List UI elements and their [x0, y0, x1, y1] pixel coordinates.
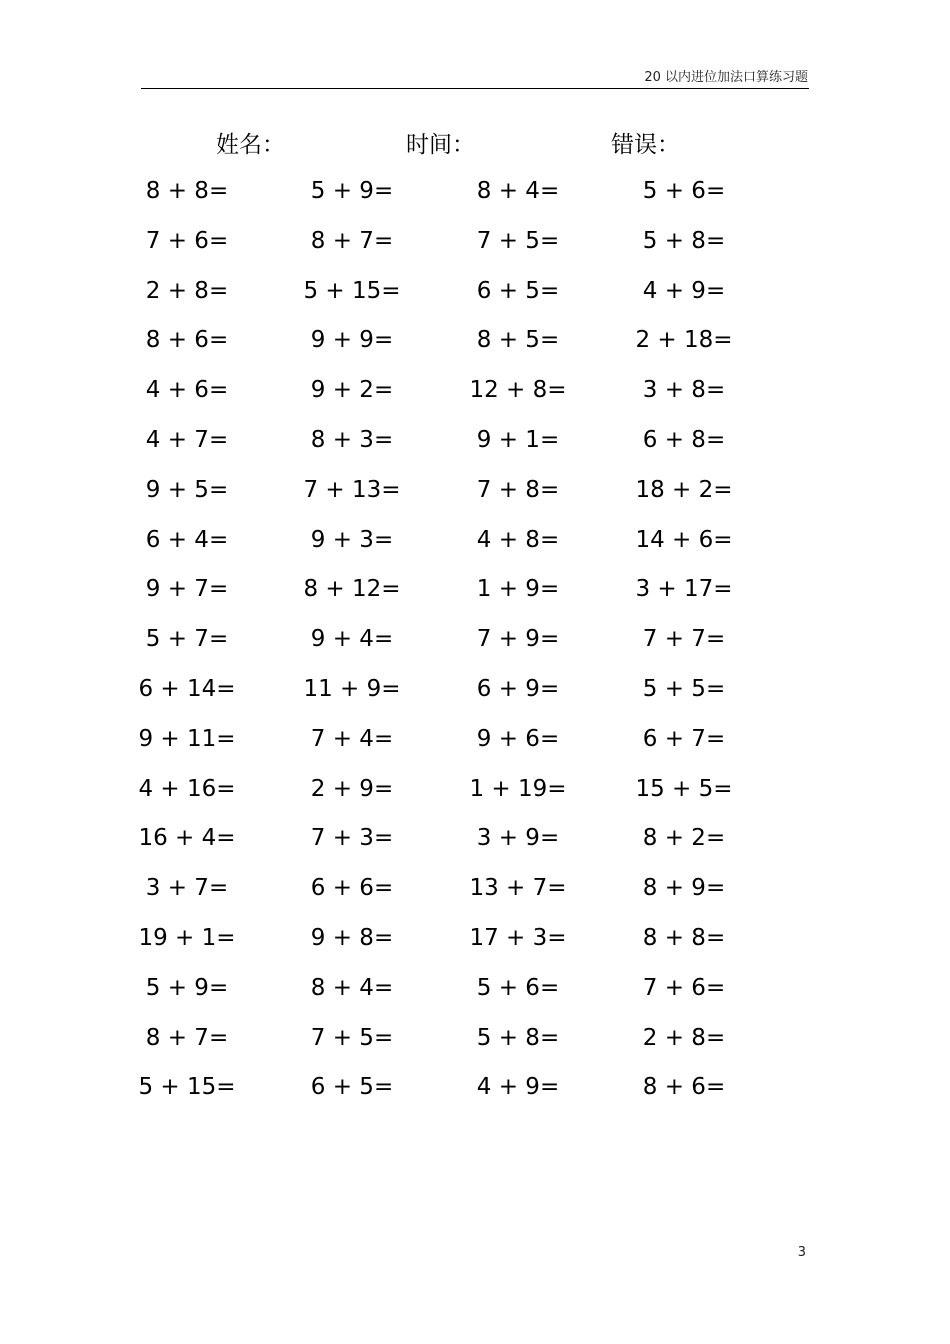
problem-item: 8 + 8=	[642, 924, 726, 951]
problem-item: 9 + 8=	[310, 924, 394, 951]
problem-item: 6 + 6=	[310, 875, 394, 902]
problem-item: 7 + 8=	[476, 476, 560, 503]
problem-item: 7 + 6=	[642, 974, 726, 1001]
problem-item: 9 + 3=	[310, 526, 394, 553]
problem-item: 7 + 3=	[310, 825, 394, 852]
problem-item: 5 + 15=	[138, 1074, 236, 1101]
problem-item: 4 + 6=	[145, 377, 229, 404]
problem-item: 5 + 9=	[145, 974, 229, 1001]
problem-row	[0, 821, 950, 871]
problem-item: 14 + 6=	[635, 526, 733, 553]
page-number: 3	[797, 1245, 806, 1260]
problem-item: 8 + 9=	[642, 875, 726, 902]
problem-item: 6 + 7=	[642, 725, 726, 752]
problem-item: 3 + 9=	[476, 825, 560, 852]
problem-item: 19 + 1=	[138, 924, 236, 951]
problem-row	[0, 622, 950, 672]
problem-item: 6 + 5=	[310, 1074, 394, 1101]
problem-item: 4 + 9=	[642, 277, 726, 304]
header-divider	[141, 88, 809, 89]
problem-item: 17 + 3=	[469, 924, 567, 951]
problem-item: 5 + 8=	[476, 1024, 560, 1051]
problem-item: 2 + 9=	[310, 775, 394, 802]
problem-item: 5 + 15=	[303, 277, 401, 304]
problem-item: 7 + 9=	[476, 626, 560, 653]
problem-item: 18 + 2=	[635, 476, 733, 503]
problem-row	[0, 224, 950, 274]
problem-item: 4 + 9=	[476, 1074, 560, 1101]
problem-row	[0, 871, 950, 921]
problem-item: 8 + 5=	[476, 327, 560, 354]
problem-row	[0, 672, 950, 722]
problem-item: 7 + 5=	[310, 1024, 394, 1051]
problem-item: 5 + 9=	[310, 178, 394, 204]
problem-item: 8 + 6=	[145, 327, 229, 354]
problem-item: 16 + 4=	[138, 825, 236, 852]
problem-row	[0, 373, 950, 423]
problem-row	[0, 423, 950, 473]
problem-item: 4 + 7=	[145, 426, 229, 453]
problem-item: 2 + 8=	[642, 1024, 726, 1051]
problem-item: 3 + 7=	[145, 875, 229, 902]
problem-item: 8 + 4=	[310, 974, 394, 1001]
problem-item: 9 + 4=	[310, 626, 394, 653]
problem-item: 9 + 5=	[145, 476, 229, 503]
problem-row	[0, 523, 950, 573]
problem-item: 6 + 9=	[476, 675, 560, 702]
problem-row	[0, 473, 950, 523]
problem-item: 13 + 7=	[469, 875, 567, 902]
page-header-title: 20 以内进位加法口算练习题	[644, 70, 808, 85]
problem-item: 1 + 9=	[476, 576, 560, 603]
problem-item: 15 + 5=	[635, 775, 733, 802]
problem-row	[0, 572, 950, 622]
problem-row	[0, 1021, 950, 1071]
problem-item: 2 + 8=	[145, 277, 229, 304]
problem-item: 8 + 3=	[310, 426, 394, 453]
problem-item: 8 + 6=	[642, 1074, 726, 1101]
problem-item: 7 + 13=	[303, 476, 401, 503]
problem-row	[0, 323, 950, 373]
problem-item: 6 + 8=	[642, 426, 726, 453]
problem-item: 9 + 6=	[476, 725, 560, 752]
problem-item: 3 + 8=	[642, 377, 726, 404]
problem-row	[0, 971, 950, 1021]
name-label: 姓名：	[216, 132, 285, 158]
problem-item: 1 + 19=	[469, 775, 567, 802]
problem-item: 8 + 7=	[310, 227, 394, 254]
problem-item: 6 + 4=	[145, 526, 229, 553]
problem-item: 4 + 8=	[476, 526, 560, 553]
problem-row	[0, 921, 950, 971]
problem-row	[0, 722, 950, 772]
problem-item: 9 + 11=	[138, 725, 236, 752]
problem-item: 12 + 8=	[469, 377, 567, 404]
problem-item: 5 + 8=	[642, 227, 726, 254]
problem-item: 8 + 12=	[303, 576, 401, 603]
problem-item: 7 + 5=	[476, 227, 560, 254]
problem-row	[0, 174, 950, 224]
problem-item: 5 + 7=	[145, 626, 229, 653]
problem-item: 7 + 4=	[310, 725, 394, 752]
time-label: 时间：	[406, 132, 475, 158]
student-info-row	[0, 126, 950, 160]
problem-row	[0, 1070, 950, 1120]
problem-item: 4 + 16=	[138, 775, 236, 802]
problem-item: 3 + 17=	[635, 576, 733, 603]
problem-item: 8 + 8=	[145, 178, 229, 204]
problem-item: 5 + 6=	[476, 974, 560, 1001]
problem-item: 9 + 9=	[310, 327, 394, 354]
problem-item: 9 + 7=	[145, 576, 229, 603]
problem-item: 5 + 6=	[642, 178, 726, 204]
problem-row	[0, 274, 950, 324]
problem-item: 7 + 7=	[642, 626, 726, 653]
problem-item: 9 + 1=	[476, 426, 560, 453]
problem-item: 11 + 9=	[303, 675, 401, 702]
problem-item: 5 + 5=	[642, 675, 726, 702]
problem-grid	[0, 174, 950, 1120]
problem-item: 6 + 5=	[476, 277, 560, 304]
errors-label: 错误：	[611, 132, 680, 158]
problem-item: 9 + 2=	[310, 377, 394, 404]
problem-item: 2 + 18=	[635, 327, 733, 354]
problem-item: 8 + 7=	[145, 1024, 229, 1051]
problem-item: 7 + 6=	[145, 227, 229, 254]
problem-item: 8 + 2=	[642, 825, 726, 852]
problem-row	[0, 772, 950, 822]
problem-item: 8 + 4=	[476, 178, 560, 204]
problem-item: 6 + 14=	[138, 675, 236, 702]
